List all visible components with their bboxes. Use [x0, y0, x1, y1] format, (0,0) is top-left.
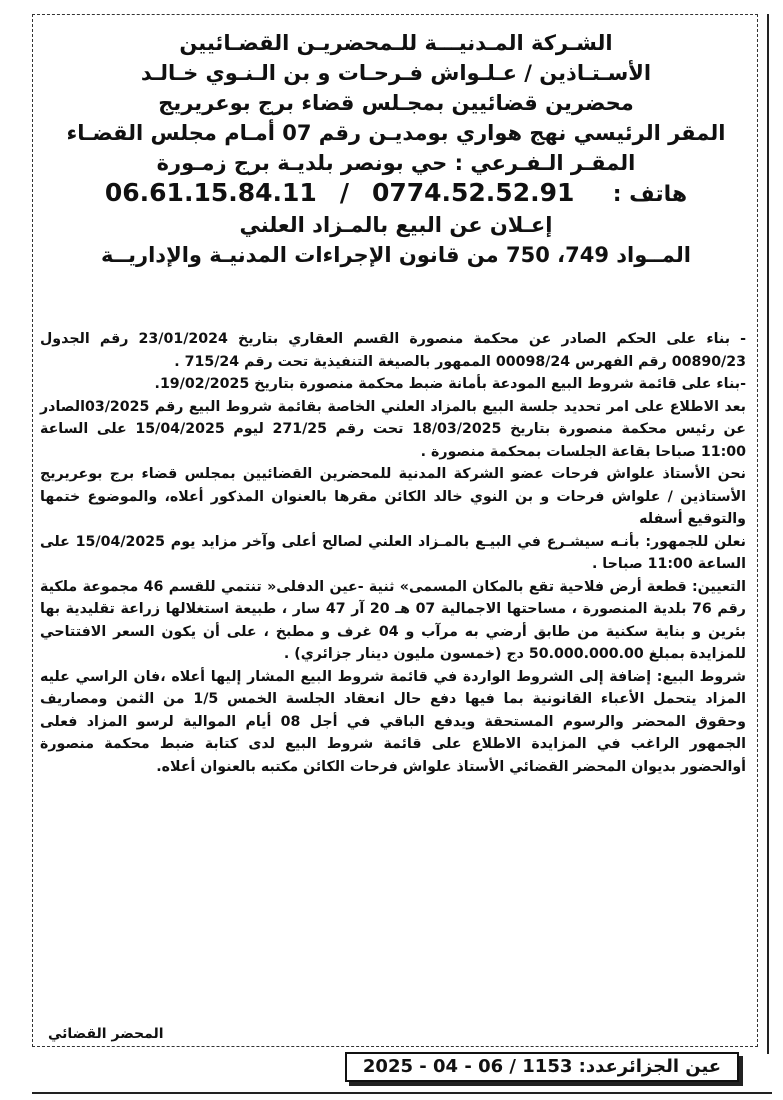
announcement-header	[40, 28, 752, 270]
paragraph-property-designation: التعيين: قطعة أرض فلاحية تقع بالمكان المسمى» ثنية -عين الدفلى« تنتمي للقسم 46 مجموعة ملكية رقم 76 بلدية المنصورة ، مساحتها الاجمالية 07 هـ 20 آر 47 سار ، طبيعة استغلالها زراعة تقليدية بها بئرين و بناية سكنية من طابق أرضي به مرآب و 04 غرف و مطبخ ، على أن يكون السعر الافتتاحي للمزايدة بمبلغ 50.000.000.00 دج (خمسون مليون دينار جزائري) .	[40, 578, 746, 662]
signature-label: المحضر القضائي	[48, 1026, 164, 1042]
phone-number-2: 06.61.15.84.11	[104, 178, 317, 207]
bailiff-names: الأسـتـاذين / عـلـواش فـرحـات و بن الـنـوي خـالـد	[140, 61, 652, 85]
bottom-rule	[32, 1092, 772, 1094]
source-reference: عين الجزائرعدد: 1153 / 06 - 04 - 2025	[345, 1052, 739, 1082]
column-rule	[767, 14, 779, 1054]
announcement-body	[40, 328, 746, 778]
paragraph-judgment: - بناء على الحكم الصادر عن محكمة منصورة القسم العقاري بتاريخ 23/01/2024 رقم الجدول 00890/23 رقم الفهرس 00098/24 الممهور بالصيغة التنفيذية تحت رقم 715/24 .	[40, 331, 747, 370]
main-office-address: المقر الرئيسي نهج هواري بومديـن رقم 07 أمـام مجلس القضـاء	[66, 121, 726, 145]
phone-separator: /	[339, 178, 349, 207]
company-name: الشـركة المـدنيـــة للـمحضريـن القضـائيين	[179, 31, 613, 55]
paragraph-sale-conditions: شروط البيع: إضافة إلى الشروط الواردة في قائمة شروط البيع المشار إليها أعلاه ،فان الراسي عليه المزاد يتحمل الأعباء القانونية بما فيها دفع حال انعقاد الجلسة الخمس 1/5 من الثمن ومصاريف وحقوق المحضر والرسوم المستحقة ويدفع الباقي في أجل 08 أيام الموالية لرسو المزاد فعلى الجمهور الراغب في المزايدة الاطلاع على قائمة شروط البيع لدى كتابة ضبط محكمة منصورة أوالحضور بديوان المحضر القضائي الأستاذ علواش فرحات الكائن مكتبه بالعنوان أعلاه.	[40, 668, 747, 775]
paragraph-public-notice: نعلن للجمهور: بأنـه سيشـرع في البيـع بالمـزاد العلني لصالح أعلى وآخر مزايد يوم 15/04/2025 على الساعة 11:00 صباحا .	[40, 533, 746, 572]
paragraph-session-order: بعد الاطلاع على امر تحديد جلسة البيع بالمزاد العلني الخاصة بقائمة شروط البيع رقم 03/2025الصادر عن رئيس محكمة منصورة بتاريخ 18/03/2025 تحت رقم 271/25 ليوم 15/04/2025 على الساعة 11:00 صباحا بقاعة الجلسات بمحكمة منصورة .	[40, 398, 747, 460]
announcement-title: إعـلان عن البيع بالمـزاد العلني	[239, 213, 553, 237]
phone-line	[40, 178, 752, 210]
phone-label: هاتف :	[612, 182, 688, 207]
paragraph-conditions-list: -بناء على قائمة شروط البيع المودعة بأمانة ضبط محكمة منصورة بتاريخ 19/02/2025.	[154, 376, 746, 392]
bailiff-role: محضرين قضائيين بمجـلس قضاء برج بوعريريج	[158, 91, 634, 115]
phone-number-1: 0774.52.52.91	[371, 178, 575, 207]
branch-office-address: المقـر الـفـرعي : حي بونصر بلديـة برج زمـورة	[156, 151, 636, 175]
legal-articles: المــواد 749، 750 من قانون الإجراءات المدنيـة والإداريــة	[101, 243, 691, 267]
paragraph-bailiff: نحن الأستاذ علواش فرحات عضو الشركة المدنية للمحضرين القضائيين بمجلس قضاء برج بوعريريج الأستاذين / علواش فرحات و بن النوي خالد الكائن مقرها بالعنوان المذكور أعلاه، والموضوع ختمها والتوقيع أسفله	[40, 466, 746, 527]
